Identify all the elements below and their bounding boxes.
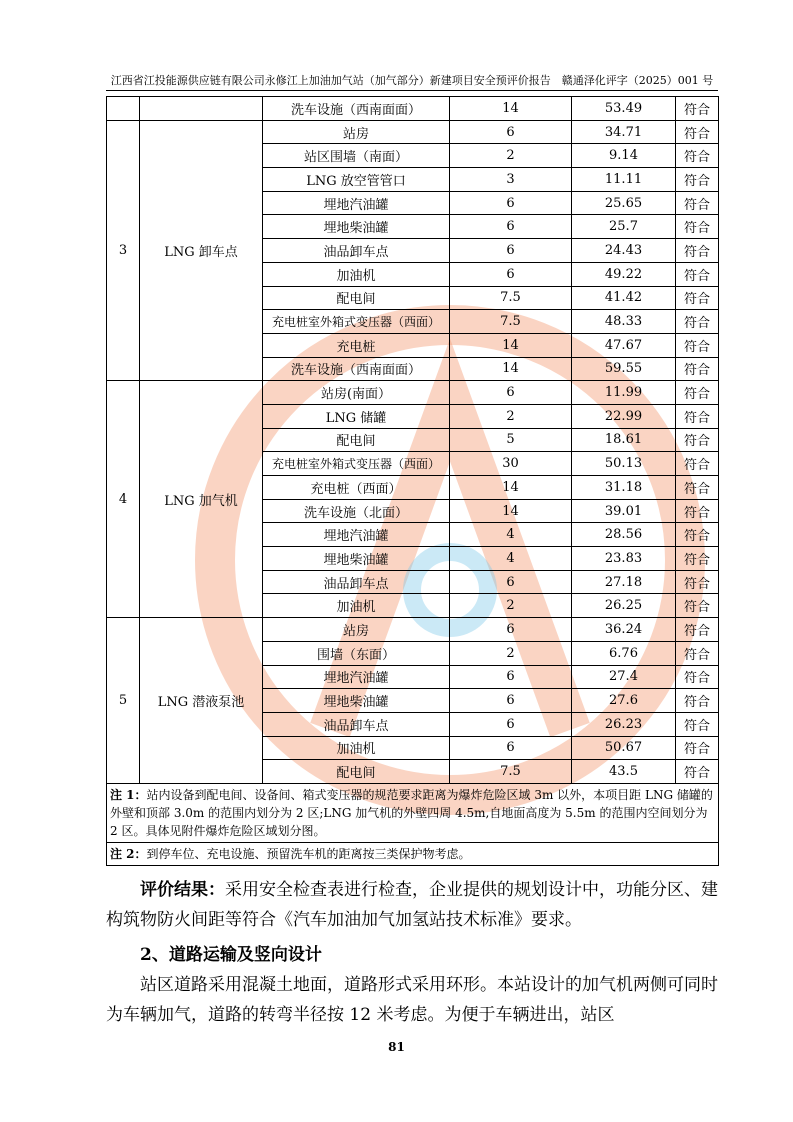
- actual-distance: 23.83: [572, 547, 676, 571]
- actual-distance: 27.6: [572, 689, 676, 713]
- facility-name: LNG 放空管管口: [263, 168, 450, 192]
- required-distance: 7.5: [450, 286, 572, 310]
- actual-distance: 34.71: [572, 120, 676, 144]
- conformity-result: 符合: [676, 570, 719, 594]
- facility-name: 加油机: [263, 736, 450, 760]
- conformity-result: 符合: [676, 262, 719, 286]
- result-label: 评价结果：: [140, 880, 225, 900]
- actual-distance: 18.61: [572, 428, 676, 452]
- conformity-result: 符合: [676, 286, 719, 310]
- group-number: 4: [107, 381, 140, 618]
- actual-distance: 22.99: [572, 404, 676, 428]
- required-distance: 6: [450, 262, 572, 286]
- conformity-result: 符合: [676, 689, 719, 713]
- group-name: LNG 加气机: [140, 381, 263, 618]
- table-row: [107, 381, 719, 405]
- conformity-result: 符合: [676, 381, 719, 405]
- facility-name: 洗车设施（北面）: [263, 499, 450, 523]
- facility-name: 加油机: [263, 262, 450, 286]
- facility-name: 埋地汽油罐: [263, 665, 450, 689]
- actual-distance: 28.56: [572, 523, 676, 547]
- facility-name: 站房: [263, 618, 450, 642]
- note-1-text: 站内设备到配电间、设备间、箱式变压器的规范要求距离为爆炸危险区域 3m 以外，本项目距 LNG 储罐的外壁和顶部 3.0m 的范围内划分为 2 区;LNG 加气机的外壁四周 4.5m,自地面高度为 5.5m 的范围内空间划分为 2 区。具体见附件爆炸危险区域划分图。: [110, 787, 713, 838]
- required-distance: 6: [450, 618, 572, 642]
- actual-distance: 27.18: [572, 570, 676, 594]
- group-number: [107, 97, 140, 121]
- facility-name: 站房: [263, 120, 450, 144]
- actual-distance: 36.24: [572, 618, 676, 642]
- facility-name: 配电间: [263, 428, 450, 452]
- facility-name: 埋地汽油罐: [263, 191, 450, 215]
- conformity-result: 符合: [676, 428, 719, 452]
- facility-name: 埋地柴油罐: [263, 215, 450, 239]
- actual-distance: 53.49: [572, 97, 676, 121]
- facility-name: 充电桩室外箱式变压器（西面）: [263, 452, 450, 476]
- table-note-1: [107, 783, 719, 842]
- note-2-label: 注 2：: [110, 846, 147, 861]
- required-distance: 4: [450, 547, 572, 571]
- group-number: 5: [107, 618, 140, 784]
- required-distance: 5: [450, 428, 572, 452]
- table-row: [107, 97, 719, 121]
- conformity-result: 符合: [676, 310, 719, 334]
- conformity-result: 符合: [676, 215, 719, 239]
- required-distance: 6: [450, 712, 572, 736]
- facility-name: 埋地汽油罐: [263, 523, 450, 547]
- note-1-label: 注 1：: [110, 787, 147, 802]
- group-number: 3: [107, 120, 140, 381]
- conformity-result: 符合: [676, 168, 719, 192]
- conformity-result: 符合: [676, 120, 719, 144]
- result-text: 采用安全检查表进行检查，企业提供的规划设计中，功能分区、建构筑物防火间距等符合《汽车加油加气加氢站技术标准》要求。: [106, 880, 718, 930]
- required-distance: 6: [450, 191, 572, 215]
- actual-distance: 25.65: [572, 191, 676, 215]
- required-distance: 2: [450, 404, 572, 428]
- conformity-result: 符合: [676, 523, 719, 547]
- required-distance: 14: [450, 476, 572, 500]
- actual-distance: 43.5: [572, 760, 676, 784]
- actual-distance: 26.25: [572, 594, 676, 618]
- facility-name: 站房(南面）: [263, 381, 450, 405]
- conformity-result: 符合: [676, 547, 719, 571]
- required-distance: 14: [450, 499, 572, 523]
- facility-name: 站区围墙（南面）: [263, 144, 450, 168]
- required-distance: 6: [450, 120, 572, 144]
- facility-name: 围墙（东面）: [263, 641, 450, 665]
- required-distance: 30: [450, 452, 572, 476]
- facility-name: LNG 储罐: [263, 404, 450, 428]
- conformity-result: 符合: [676, 736, 719, 760]
- required-distance: 2: [450, 144, 572, 168]
- facility-name: 配电间: [263, 286, 450, 310]
- required-distance: 2: [450, 641, 572, 665]
- actual-distance: 31.18: [572, 476, 676, 500]
- facility-name: 油品卸车点: [263, 712, 450, 736]
- facility-name: 洗车设施（西南面面）: [263, 357, 450, 381]
- facility-name: 埋地柴油罐: [263, 689, 450, 713]
- page-header: 江西省江投能源供应链有限公司永修江上加油加气站（加气部分）新建项目安全预评价报告 赣通泽化评字（2025）001 号: [110, 74, 714, 87]
- facility-name: 充电桩: [263, 333, 450, 357]
- required-distance: 14: [450, 97, 572, 121]
- required-distance: 14: [450, 333, 572, 357]
- header-rule: [106, 90, 718, 91]
- body-paragraph: 站区道路采用混凝土地面，道路形式采用环形。本站设计的加气机两侧可同时为车辆加气，道路的转弯半径按 12 米考虑。为便于车辆进出，站区: [106, 975, 718, 1025]
- table-row: [107, 120, 719, 144]
- group-name: [140, 97, 263, 121]
- conformity-result: 符合: [676, 191, 719, 215]
- conformity-result: 符合: [676, 594, 719, 618]
- conformity-result: 符合: [676, 357, 719, 381]
- required-distance: 6: [450, 736, 572, 760]
- conformity-result: 符合: [676, 712, 719, 736]
- actual-distance: 6.76: [572, 641, 676, 665]
- conformity-result: 符合: [676, 97, 719, 121]
- required-distance: 7.5: [450, 310, 572, 334]
- actual-distance: 26.23: [572, 712, 676, 736]
- facility-name: 加油机: [263, 594, 450, 618]
- conformity-result: 符合: [676, 333, 719, 357]
- page-number: 81: [388, 1040, 405, 1054]
- distance-table: [106, 96, 719, 866]
- table-note-2: [107, 842, 719, 865]
- actual-distance: 50.13: [572, 452, 676, 476]
- conformity-result: 符合: [676, 476, 719, 500]
- facility-name: 埋地柴油罐: [263, 547, 450, 571]
- conformity-result: 符合: [676, 144, 719, 168]
- conformity-result: 符合: [676, 665, 719, 689]
- required-distance: 6: [450, 215, 572, 239]
- actual-distance: 39.01: [572, 499, 676, 523]
- facility-name: 油品卸车点: [263, 570, 450, 594]
- facility-name: 洗车设施（西南面面）: [263, 97, 450, 121]
- conformity-result: 符合: [676, 641, 719, 665]
- conformity-result: 符合: [676, 760, 719, 784]
- section-heading: 2、道路运输及竖向设计: [140, 945, 322, 965]
- group-name: LNG 潜液泵池: [140, 618, 263, 784]
- actual-distance: 48.33: [572, 310, 676, 334]
- note-2-text: 到停车位、充电设施、预留洗车机的距离按三类保护物考虑。: [146, 846, 471, 861]
- actual-distance: 9.14: [572, 144, 676, 168]
- required-distance: 2: [450, 594, 572, 618]
- actual-distance: 47.67: [572, 333, 676, 357]
- required-distance: 4: [450, 523, 572, 547]
- conformity-result: 符合: [676, 239, 719, 263]
- actual-distance: 41.42: [572, 286, 676, 310]
- actual-distance: 27.4: [572, 665, 676, 689]
- group-name: LNG 卸车点: [140, 120, 263, 381]
- required-distance: 6: [450, 665, 572, 689]
- actual-distance: 50.67: [572, 736, 676, 760]
- required-distance: 6: [450, 239, 572, 263]
- actual-distance: 11.99: [572, 381, 676, 405]
- required-distance: 3: [450, 168, 572, 192]
- table-row: [107, 618, 719, 642]
- conformity-result: 符合: [676, 499, 719, 523]
- required-distance: 14: [450, 357, 572, 381]
- evaluation-result: [106, 875, 718, 935]
- actual-distance: 11.11: [572, 168, 676, 192]
- required-distance: 6: [450, 689, 572, 713]
- conformity-result: 符合: [676, 404, 719, 428]
- facility-name: 配电间: [263, 760, 450, 784]
- actual-distance: 25.7: [572, 215, 676, 239]
- facility-name: 充电桩室外箱式变压器（西面）: [263, 310, 450, 334]
- actual-distance: 24.43: [572, 239, 676, 263]
- conformity-result: 符合: [676, 618, 719, 642]
- required-distance: 6: [450, 570, 572, 594]
- conformity-result: 符合: [676, 452, 719, 476]
- required-distance: 6: [450, 381, 572, 405]
- required-distance: 7.5: [450, 760, 572, 784]
- actual-distance: 59.55: [572, 357, 676, 381]
- facility-name: 充电桩（西面）: [263, 476, 450, 500]
- actual-distance: 49.22: [572, 262, 676, 286]
- facility-name: 油品卸车点: [263, 239, 450, 263]
